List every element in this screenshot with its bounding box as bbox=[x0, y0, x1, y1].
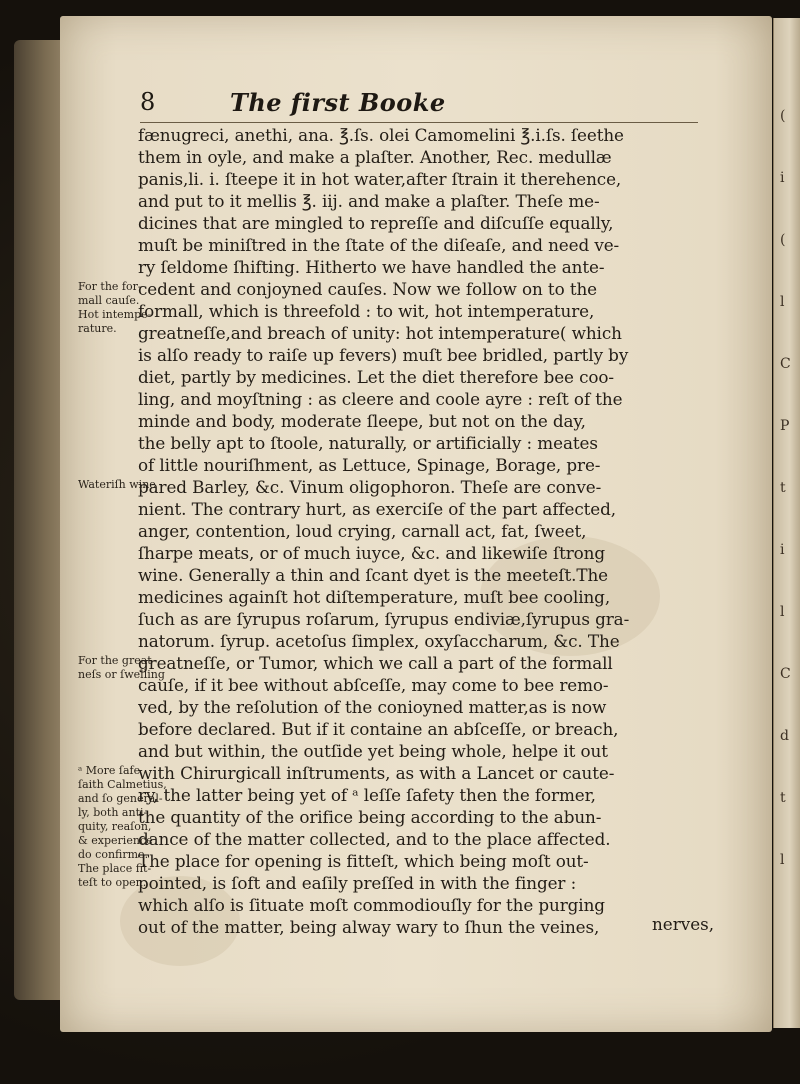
margin-note-line: Hot intempe- bbox=[78, 308, 152, 321]
text-line: cedent and conjoyned cauſes. Now we follow on to the bbox=[138, 279, 597, 299]
text-line: wine. Generally a thin and ſcant dyet is the meeteſt.The bbox=[138, 565, 609, 585]
text-line: before declared. But if it containe an abſceſſe, or breach, bbox=[138, 719, 619, 739]
text-line: minde and body, moderate ſleepe, but not on the day, bbox=[138, 411, 586, 431]
text-line: is alſo ready to raiſe up fevers) muſt bee bridled, partly by bbox=[138, 345, 629, 365]
text-line: natorum. ſyrup. acetoſus ſimplex, oxyſaccharum, &c. The bbox=[138, 631, 620, 651]
facing-page-glyph: l bbox=[780, 852, 785, 868]
catch-word: nerves, bbox=[652, 914, 715, 934]
margin-note-line: teſt to open. bbox=[78, 876, 147, 889]
margin-note-line: quity, reaſon, bbox=[78, 820, 152, 833]
facing-page-glyph: t bbox=[780, 790, 786, 806]
text-line: dance of the matter collected, and to the place affected. bbox=[138, 829, 611, 849]
facing-page-glyph: ( bbox=[780, 232, 786, 248]
margin-note-line: ᵃ More ſafe bbox=[78, 764, 141, 777]
text-line: and put to it mellis ℥. iij. and make a plaſter. Theſe me- bbox=[138, 191, 600, 211]
text-line: fænugreci, anethi, ana. ℥.ſs. olei Camomelini ℥.i.ſs. ſeethe bbox=[138, 125, 624, 145]
facing-page-edge bbox=[773, 18, 800, 1028]
text-line: pointed, is ſoft and eaſily preſſed in with the finger : bbox=[138, 873, 577, 893]
text-line: of little nouriſhment, as Lettuce, Spinage, Borage, pre- bbox=[138, 455, 601, 475]
text-line: greatneſſe,and breach of unity: hot intemperature( which bbox=[138, 323, 622, 343]
text-line: ry, the latter being yet of ᵃ leſſe ſafety then the former, bbox=[138, 785, 596, 805]
margin-note-line: do confirme. bbox=[78, 848, 149, 861]
margin-note-line: neſs or ſwelling bbox=[78, 668, 165, 681]
text-line: which alſo is ſituate moſt commodiouſly for the purging bbox=[138, 895, 605, 915]
text-line: muſt be miniſtred in the ſtate of the diſeaſe, and need ve- bbox=[138, 235, 620, 255]
text-line: ſharpe meats, or of much iuyce, &c. and likewiſe ſtrong bbox=[138, 543, 606, 563]
text-line: The place for opening is fitteſt, which being moſt out- bbox=[138, 851, 589, 871]
facing-page-glyph: d bbox=[780, 728, 789, 744]
text-line: pared Barley, &c. Vinum oligophoron. Theſe are conve- bbox=[138, 477, 602, 497]
text-line: medicines againſt hot diſtemperature, muſt bee cooling, bbox=[138, 587, 611, 607]
page-header bbox=[140, 88, 700, 122]
margin-note-line: ſaith Calmetius, bbox=[78, 778, 167, 791]
margin-note-line: rature. bbox=[78, 322, 117, 335]
page-number: 8 bbox=[140, 88, 156, 116]
text-line: the belly apt to ſtoole, naturally, or artificially : meates bbox=[138, 433, 598, 453]
margin-note-line: Wateriſh wine bbox=[78, 478, 156, 491]
margin-note-line: For the for- bbox=[78, 280, 142, 293]
text-line: greatneſſe, or Tumor, which we call a part of the formall bbox=[138, 653, 613, 673]
facing-page-glyph: l bbox=[780, 604, 785, 620]
text-line: panis,li. i. ſteepe it in hot water,after ſtrain it therehence, bbox=[138, 169, 622, 189]
text-line: ved, by the reſolution of the conioyned matter,as is now bbox=[138, 697, 607, 717]
margin-note-line: mall cauſe. bbox=[78, 294, 140, 307]
body-text bbox=[138, 124, 706, 938]
text-line: with Chirurgicall inſtruments, as with a Lancet or caute- bbox=[138, 763, 615, 783]
text-line: and but within, the outſide yet being whole, helpe it out bbox=[138, 741, 608, 761]
text-line: out of the matter, being alway wary to ſhun the veines, bbox=[138, 917, 600, 937]
header-rule bbox=[140, 122, 698, 123]
facing-page-glyph: l bbox=[780, 294, 785, 310]
margin-note-line: For the great- bbox=[78, 654, 156, 667]
facing-page-glyph: i bbox=[780, 542, 785, 558]
facing-page-glyph: C bbox=[780, 666, 791, 682]
facing-page-glyph: C bbox=[780, 356, 791, 372]
text-line: them in oyle, and make a plaſter. Another, Rec. medullæ bbox=[138, 147, 612, 167]
running-title: The first Booke bbox=[230, 88, 446, 117]
text-line: nient. The contrary hurt, as exerciſe of the part affected, bbox=[138, 499, 617, 519]
facing-page-glyph: P bbox=[780, 418, 790, 434]
margin-note-line: ly, both anti- bbox=[78, 806, 148, 819]
facing-page-glyph: t bbox=[780, 480, 786, 496]
text-line: ſuch as are ſyrupus roſarum, ſyrupus endiviæ,ſyrupus gra- bbox=[138, 609, 630, 629]
text-line: diet, partly by medicines. Let the diet therefore bee coo- bbox=[138, 367, 614, 387]
margin-note-line: The place fit- bbox=[78, 862, 152, 875]
margin-note-line: & experience bbox=[78, 834, 153, 847]
facing-page-glyph: i bbox=[780, 170, 785, 186]
text-line: cauſe, if it bee without abſceſſe, may come to bee remo- bbox=[138, 675, 609, 695]
text-line: dicines that are mingled to repreſſe and diſcuſſe equally, bbox=[138, 213, 614, 233]
text-line: ling, and moyſtning : as cleere and coole ayre : reſt of the bbox=[138, 389, 623, 409]
text-line: formall, which is threefold : to wit, hot intemperature, bbox=[138, 301, 595, 321]
text-line: ry ſeldome ſhifting. Hitherto we have handled the ante- bbox=[138, 257, 605, 277]
margin-note-line: and ſo general- bbox=[78, 792, 163, 805]
facing-page-glyph: ( bbox=[780, 108, 786, 124]
text-line: anger, contention, loud crying, carnall act, fat, ſweet, bbox=[138, 521, 587, 541]
text-line: the quantity of the orifice being according to the abun- bbox=[138, 807, 602, 827]
